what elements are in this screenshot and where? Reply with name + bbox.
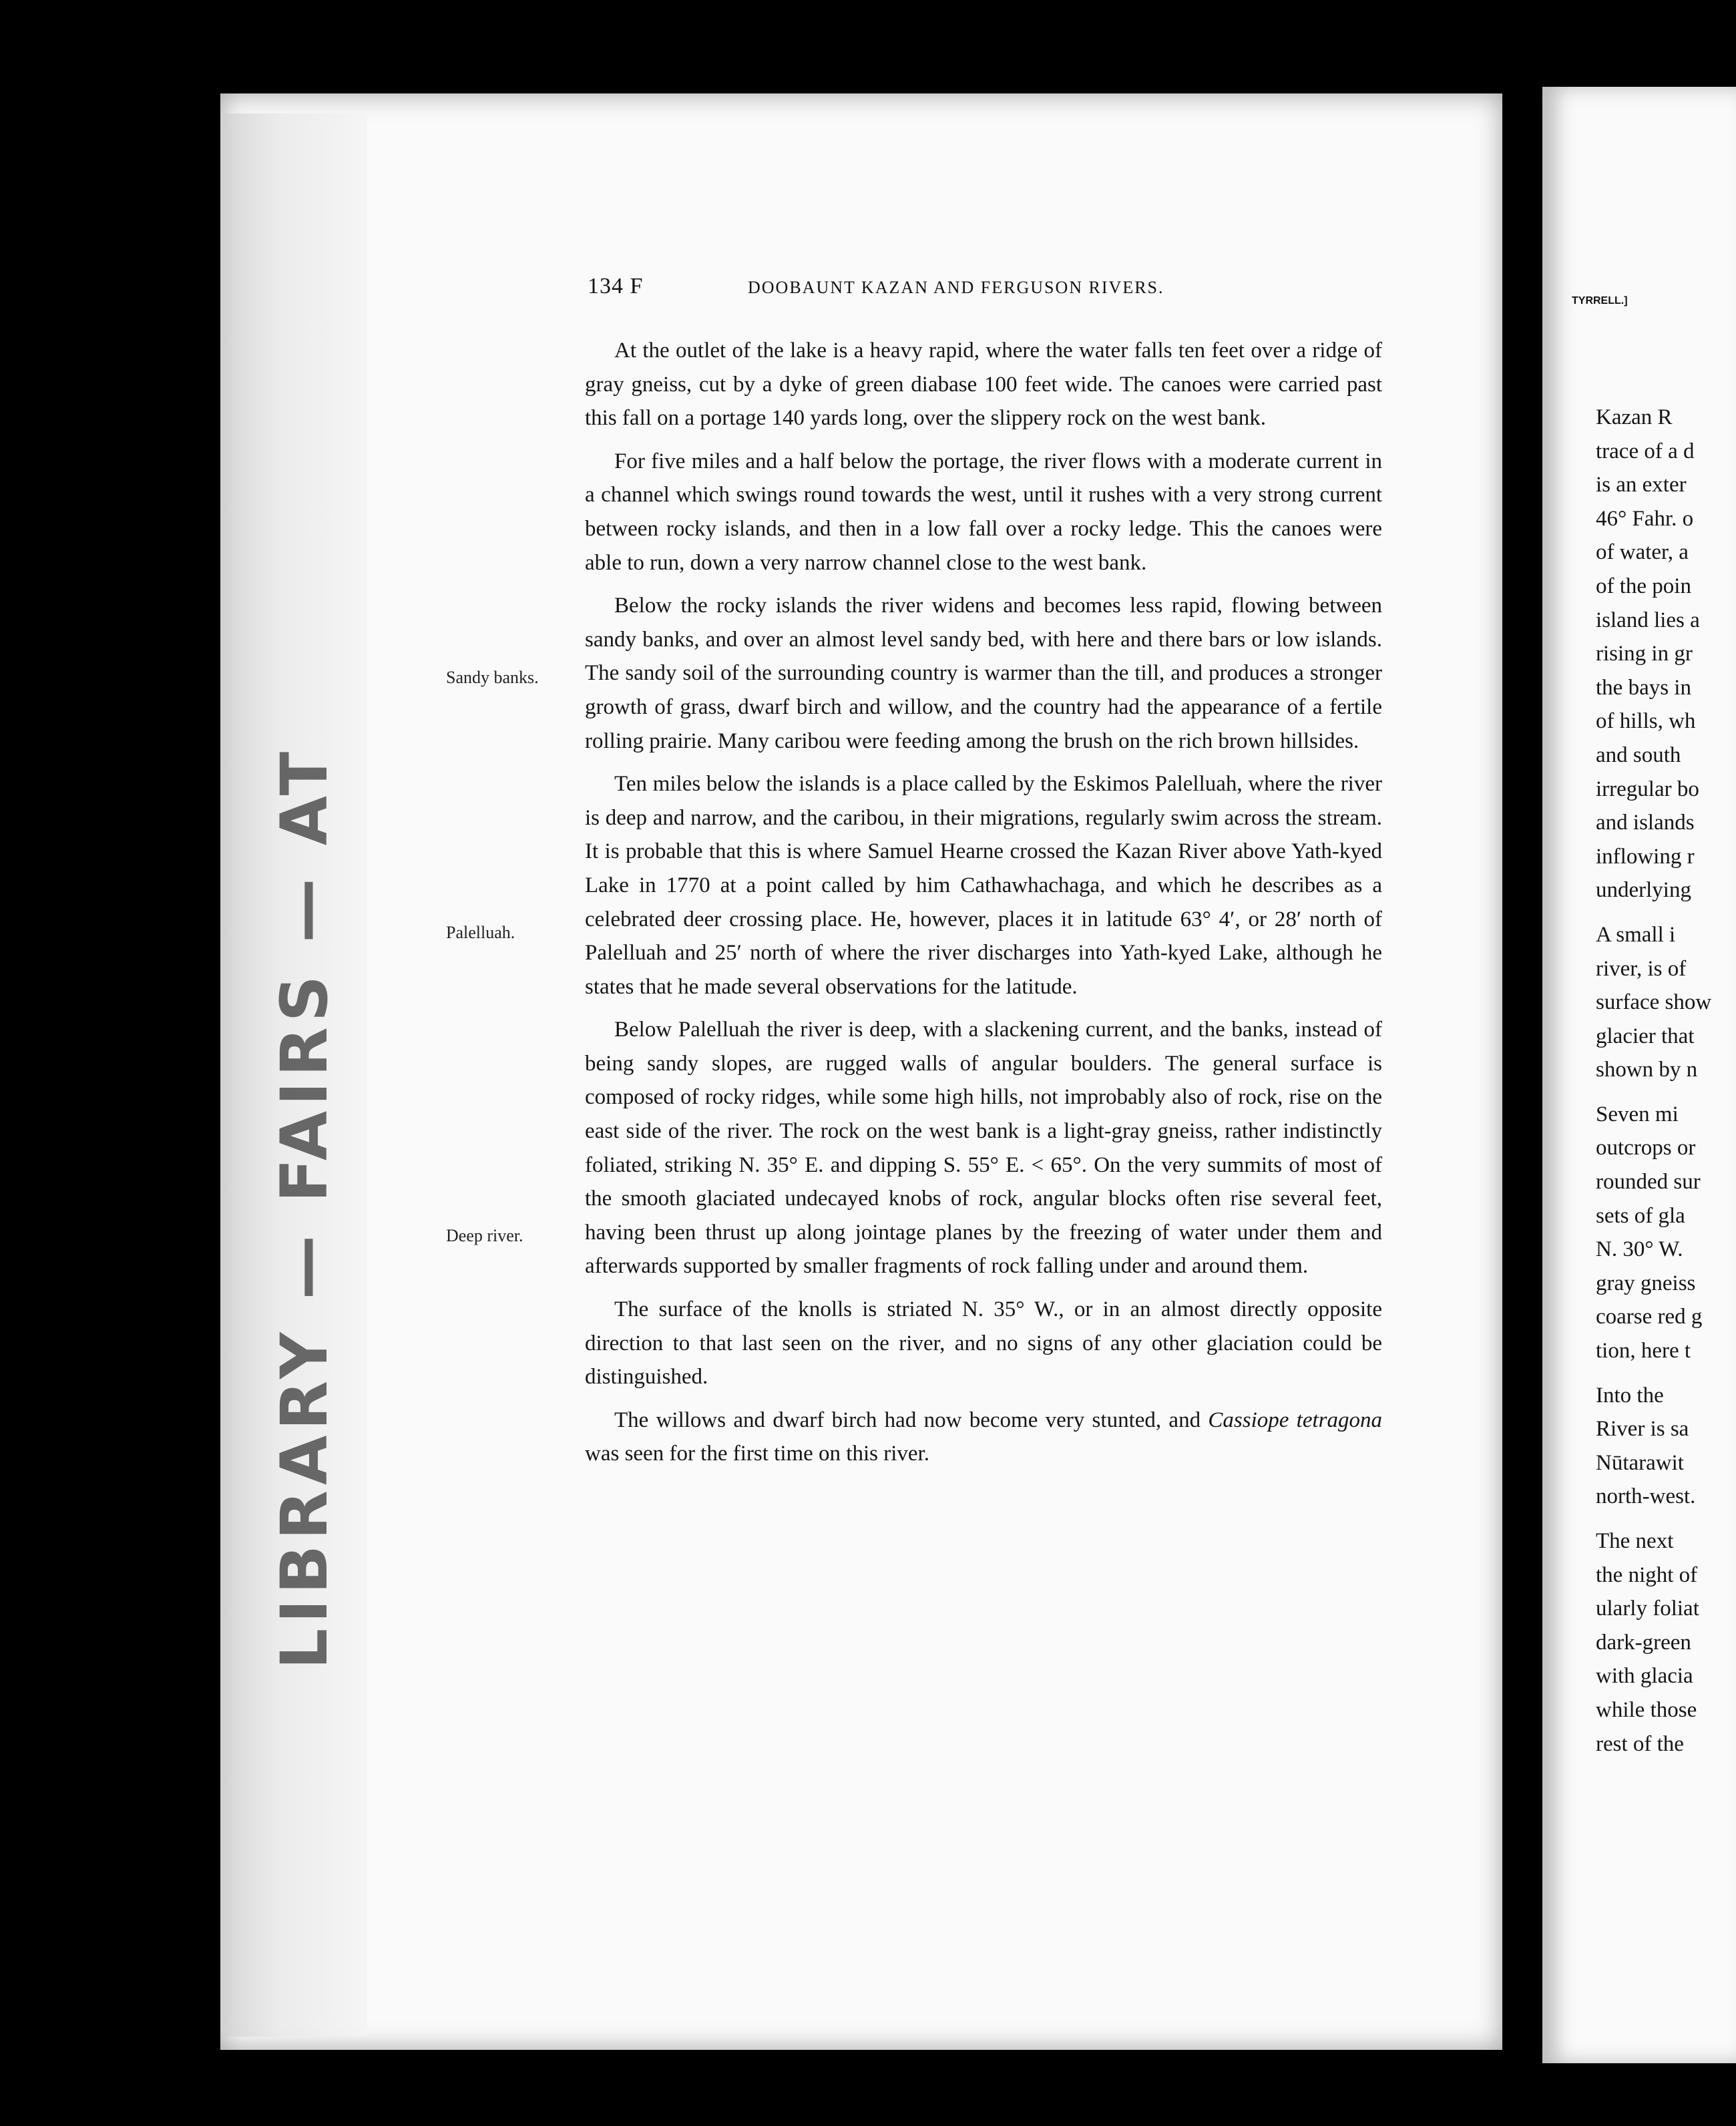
paragraph-gap bbox=[1596, 1368, 1736, 1379]
paragraph-gap bbox=[1596, 907, 1736, 918]
right-page-line: and islands bbox=[1596, 811, 1695, 835]
right-page-line: river, is of bbox=[1596, 956, 1687, 981]
right-page-line: while those bbox=[1596, 1697, 1697, 1722]
right-page-line: glacier that bbox=[1596, 1024, 1695, 1048]
right-page-line: A small i bbox=[1596, 922, 1676, 947]
page-number: 134 F bbox=[588, 274, 644, 298]
running-header bbox=[588, 274, 1389, 307]
right-page-line: rising in gr bbox=[1596, 642, 1693, 666]
right-page-text bbox=[1596, 401, 1736, 1761]
right-page-line: rest of the bbox=[1596, 1731, 1684, 1756]
paragraph-gap bbox=[1596, 1087, 1736, 1098]
right-page-line: Into the bbox=[1596, 1383, 1664, 1408]
right-page-line: irregular bo bbox=[1596, 777, 1699, 801]
right-page-line: coarse red g bbox=[1596, 1305, 1703, 1329]
right-page-line: 46° Fahr. o bbox=[1596, 506, 1694, 531]
right-page-line: is an exter bbox=[1596, 473, 1687, 497]
right-running-header: TYRRELL.] bbox=[1572, 295, 1628, 306]
sidenote-sandy-banks: Sandy banks. bbox=[446, 668, 539, 687]
text-run: The willows and dwarf birch had now become very stunted, and bbox=[614, 1408, 1209, 1432]
text-run: was seen for the first time on this river. bbox=[585, 1442, 929, 1466]
right-page-line: surface show bbox=[1596, 990, 1712, 1015]
paragraph: The surface of the knolls is striated N. 35° W., or in an almost directly opposite direction to that last seen on the river, and no signs of any other glaciation could be distinguished. bbox=[585, 1297, 1382, 1390]
right-page-line: N. 30° W. bbox=[1596, 1237, 1683, 1262]
running-title: DOOBAUNT KAZAN AND FERGUSON RIVERS. bbox=[748, 278, 1164, 297]
sidenote-deep-river: Deep river. bbox=[446, 1226, 523, 1245]
right-page-line: River is sa bbox=[1596, 1417, 1689, 1442]
right-page-line: gray gneiss bbox=[1596, 1271, 1696, 1295]
right-page-line: ularly foliat bbox=[1596, 1597, 1699, 1621]
right-page-line: Seven mi bbox=[1596, 1102, 1679, 1126]
sidenote-palelluah: Palelluah. bbox=[446, 923, 515, 942]
right-page-line: Nūtarawit bbox=[1596, 1450, 1684, 1475]
right-page-line: of the poin bbox=[1596, 574, 1691, 598]
right-page-line: inflowing r bbox=[1596, 844, 1695, 869]
paragraph: For five miles and a half below the portage, the river flows with a moderate current in a channel which swings round towards the west, until it rushes with a very strong current between rocky islands, and then in a low fall over a rocky ledge. This the canoes were able to run, down a very narrow channel close to the west bank. bbox=[585, 449, 1382, 575]
right-page-line: trace of a d bbox=[1596, 439, 1695, 463]
right-page-line: rounded sur bbox=[1596, 1170, 1701, 1195]
right-page-line: The next bbox=[1596, 1529, 1674, 1553]
right-page-line: and south bbox=[1596, 742, 1681, 767]
library-stamp: LIBRARY — FAIRS — AT bbox=[267, 746, 342, 1669]
paragraph: Ten miles below the islands is a place called by the Eskimos Palelluah, where the river is deep and narrow, and the caribou, in their migrations, regularly swim across the stream. It is probable that this is where Samuel Hearne crossed the Kazan River above Yath-kyed Lake in 1770 at a point called by him Cathawhachaga, and which he describes as a celebrated deer crossing place. He, however, places it in latitude 63° 4′, or 28′ north of Palelluah and 25′ north of where the river discharges into Yath-kyed Lake, although he states that he made several observations for the latitude. bbox=[585, 772, 1382, 999]
right-page-line: dark-green bbox=[1596, 1630, 1691, 1655]
paragraph-last bbox=[585, 1404, 1382, 1471]
right-page-line: with glacia bbox=[1596, 1664, 1693, 1689]
paragraph: At the outlet of the lake is a heavy rapid, where the water falls ten feet over a ridge of gray gneiss, cut by a dyke of green diabase 100 feet wide. The canoes were carried past this fall on a portage 140 yards long, over the slippery rock on the west bank. bbox=[585, 339, 1382, 431]
right-page-line: outcrops or bbox=[1596, 1136, 1696, 1160]
body-text bbox=[585, 334, 1382, 1480]
right-page-line: island lies a bbox=[1596, 608, 1700, 632]
right-page-line: sets of gla bbox=[1596, 1203, 1685, 1228]
right-page-line: of hills, wh bbox=[1596, 709, 1696, 734]
species-name: Cassiope tetragona bbox=[1208, 1408, 1383, 1432]
paragraph: Below the rocky islands the river widens and becomes less rapid, flowing between sandy banks, and over an almost level sandy bed, with here and there bars or low islands. The sandy soil of the surrounding country is warmer than the till, and produces a stronger growth of grass, dwarf birch and willow, and the country had the appearance of a fertile rolling prairie. Many caribou were feeding among the brush on the rich brown hillsides. bbox=[585, 594, 1382, 753]
paragraph: Below Palelluah the river is deep, with a slackening current, and the banks, instead of being sandy slopes, are rugged walls of angular boulders. The general surface is composed of rocky ridges, while some high hills, not improbably also of rock, rise on the east side of the river. The rock on the west bank is a light-gray gneiss, rather indistinctly foliated, striking N. 35° E. and dipping S. 55° E. < 65°. On the very summits of most of the smooth glaciated undecayed knobs of rock, angular blocks often rise several feet, having been thrust up along jointage planes by the freezing of water under them and afterwards supported by smaller fragments of rock falling under and around them. bbox=[585, 1018, 1382, 1279]
right-page-line: underlying bbox=[1596, 878, 1691, 903]
right-page-line: of water, a bbox=[1596, 540, 1689, 565]
right-page-line: Kazan R bbox=[1596, 405, 1673, 429]
paragraph-gap bbox=[1596, 1514, 1736, 1524]
right-page-line: shown by n bbox=[1596, 1058, 1698, 1082]
right-page-line: the night of bbox=[1596, 1562, 1698, 1587]
right-page-line: tion, here t bbox=[1596, 1339, 1691, 1363]
right-page-line: the bays in bbox=[1596, 675, 1691, 700]
right-page-line: north-west. bbox=[1596, 1484, 1696, 1509]
